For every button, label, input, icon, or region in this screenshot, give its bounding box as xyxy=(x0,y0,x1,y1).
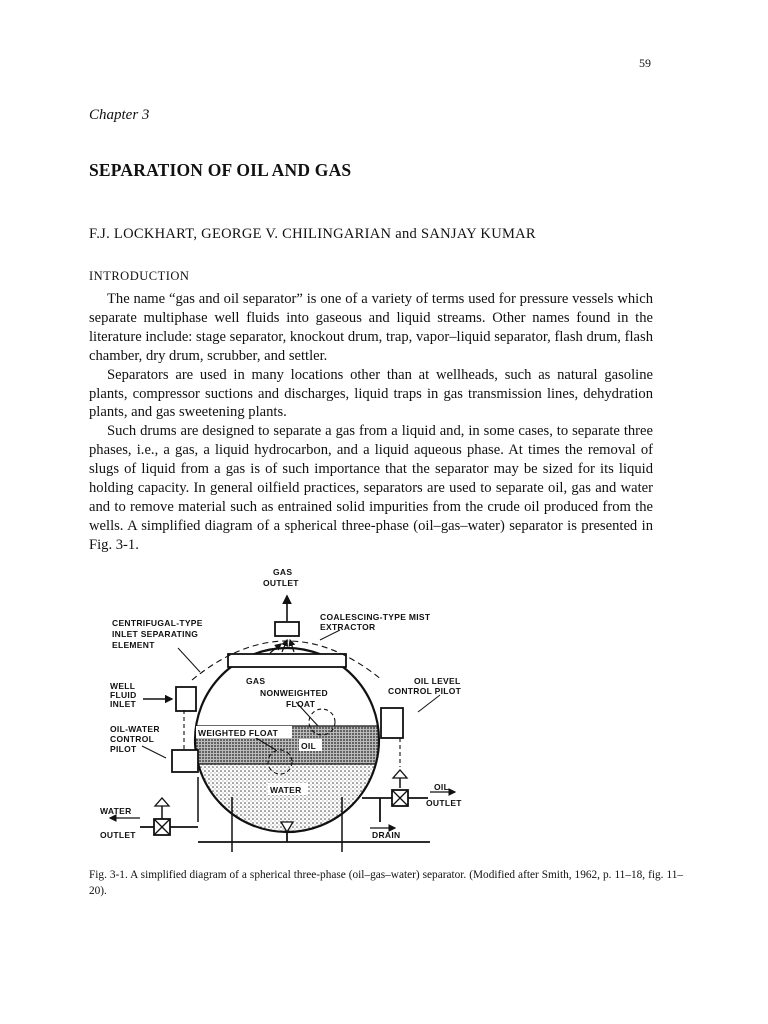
label-oil-outlet: OUTLET xyxy=(426,798,462,808)
label-well-fluid-inlet: WELL xyxy=(110,681,136,691)
page-number: 59 xyxy=(639,56,651,70)
label-inlet-element: ELEMENT xyxy=(112,640,155,650)
label-water-zone: WATER xyxy=(270,785,302,795)
gas-outlet-nozzle xyxy=(275,622,299,636)
label-oil-outlet: OIL xyxy=(434,782,450,792)
label-oil-water-pilot: CONTROL xyxy=(110,734,155,744)
label-oil-water-pilot: OIL-WATER xyxy=(110,724,160,734)
label-nonweighted-float: NONWEIGHTED xyxy=(260,688,328,698)
body-text xyxy=(89,290,653,555)
label-water-outlet: OUTLET xyxy=(100,830,136,840)
label-oil-water-pilot: PILOT xyxy=(110,744,137,754)
label-well-fluid-inlet: FLUID xyxy=(110,690,137,700)
well-fluid-inlet xyxy=(176,687,196,711)
section-heading: INTRODUCTION xyxy=(89,269,190,283)
paragraph: The name “gas and oil separator” is one of a variety of terms used for pressure vessels which separate multiphase well fluids into gaseous and liquid streams. Other names found in the literature include: stage separator, knockout drum, trap, vapor–liquid separator, flash drum, flash chamber, dry drum, scrubber, and settler. xyxy=(89,291,653,364)
label-mist-extractor: EXTRACTOR xyxy=(320,622,376,632)
label-mist-extractor: COALESCING-TYPE MIST xyxy=(320,612,431,622)
authors: F.J. LOCKHART, GEORGE V. CHILINGARIAN and SANJAY KUMAR xyxy=(89,226,536,242)
mist-extractor xyxy=(228,654,346,667)
label-oil-level-pilot: OIL LEVEL xyxy=(414,676,461,686)
label-gas-zone: GAS xyxy=(246,676,266,686)
chapter-title: SEPARATION OF OIL AND GAS xyxy=(89,160,352,180)
figure-caption: Fig. 3-1. A simplified diagram of a spherical three-phase (oil–gas–water) separator. (Modified after Smith, 1962, p. 11–18, fig. 11–20). xyxy=(89,869,683,897)
label-gas-outlet: OUTLET xyxy=(263,578,299,588)
oil-water-control-pilot-box xyxy=(172,750,198,772)
label-oil-level-pilot: CONTROL PILOT xyxy=(388,686,462,696)
separator-diagram xyxy=(100,562,480,852)
label-weighted-float: WEIGHTED FLOAT xyxy=(198,728,279,738)
paragraph: Such drums are designed to separate a gas from a liquid and, in some cases, to separate three phases, i.e., a gas, a liquid hydrocarbon, and a liquid aqueous phase. At times the removal of slugs of liquid from a gas is of such importance that the separator may be sized for its liquid holding capacity. In general oilfield practices, separators are used to separate oil, gas and water and to remove material such as entrained solid impurities from the crude oil produced from the wells. A simplified diagram of a spherical three-phase (oil–gas–water) separator is presented in Fig. 3-1. xyxy=(89,423,653,553)
label-nonweighted-float: FLOAT xyxy=(286,699,316,709)
paragraph: Separators are used in many locations other than at wellheads, such as natural gasoline plants, compressor suctions and discharges, liquid traps in gas transmission lines, dehydration plants, and gas sweetening plants. xyxy=(89,366,653,421)
label-inlet-element: CENTRIFUGAL-TYPE xyxy=(112,618,203,628)
chapter-label: Chapter 3 xyxy=(89,107,150,123)
oil-level-control-pilot-box xyxy=(381,708,403,738)
label-gas-outlet: GAS xyxy=(273,567,293,577)
label-inlet-element: INLET SEPARATING xyxy=(112,629,199,639)
label-well-fluid-inlet: INLET xyxy=(110,699,137,709)
label-drain: DRAIN xyxy=(372,830,401,840)
label-oil-zone: OIL xyxy=(301,741,317,751)
label-water-outlet: WATER xyxy=(100,806,132,816)
